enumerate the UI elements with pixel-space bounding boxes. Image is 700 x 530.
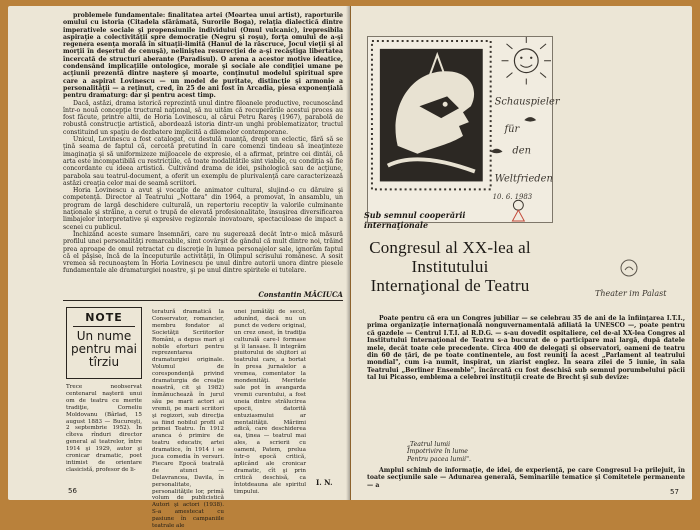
drawing-text-1: Schauspieler (494, 96, 560, 108)
caption-line: internaţionale (364, 220, 429, 230)
motto-line: „Teatrul lumii (407, 441, 451, 448)
article-paragraph: Unicul, Lovinescu a fost catalogat, cu destulă nuanţă, drept un eclectic, fără să se ţină seama de faptul că, cercetă pretutind în care comenzi tindeau să ineaţinteze imaginaţia şi să uniformizeze mijloacele de expresie, el a afirmat, printre cei dintâi, că arta este incompatibilă cu restricţiile, că toate modalitătile sint viabile, cu condiţia să fie concordante cu ideea artistică. Cultivând drama de idei, psihologică sau de acţiune, parabola sau teatrul-document, a oferit un exemplu de plurivalenţă care caracterizează astăzi creaţia celor mai de seamă scriitori. (63, 136, 343, 187)
sun-icon (514, 49, 538, 73)
stamp-icon (621, 260, 637, 276)
note-column-1: Trece neobservat centenarul naşterii unui om de teatru cu merite tradiţie, Corneliu Moldovanu (Bârlad, 15 august 1883 — Bucureşti, 2 septembrie 1952). În cîteva rînduri director general al teatrelor, între 1914 şi 1929, autor şi cronicar dramatic, poet intimist de orientare clasicistă, profesor de li- (66, 384, 142, 473)
child-drawing-illustration (367, 36, 560, 223)
drawing-credit: Theater im Palast (595, 289, 667, 298)
article-paragraph: problemele fundamentale: finalitatea artei (Moartea unui artist), raporturile omului cu istoria (Citadela sfărâmată, Surorile Boga), relaţia dialectică dintre imperativele sociale şi propensiunile individului (Omul vulcanic), irepresibila aspiraţie a colectivităţii spre democraţie (Negru şi roşu), forţa omului de a-şi regenera esenţa morală în situaţii-limită (Hanul de la răscruce, Jocul vieţii şi al morţii în deşertul de cenuşă), neliniştea resurecţiei de a-şi recâştiga libertatea încercată de structuri aberante (Paradisul). O arena a acestor motive ideatice, condensând implicaţiile ontologice, morale şi sociale ale condiţiei umane pe acţiunii prezentă dintre naştere şi moarte, conţinutul modelul spiritual spre care a aspirat Lovinescu — un model de puritate, distincţie şi armonie a personalităţii — a reţinut, cred, în 25 de ani fost în Arcadia, piesa exponenţială pentru dramaturg: dar şi pentru acest timp. (63, 12, 343, 100)
article-paragraph: Poate pentru că era un Congres jubiliar — se celebrau 35 de ani de la înfiinţarea I.T.I., prima organizaţie internaţională nonguvernamentală afiliată la UNESCO —, poate pentru că gazdele — Centrul I.T.I. al R.D.G. — s-au dovedit ospitaliere, cel de-al XX-lea Congres al Institutului Internaţional de Teatru s-a bucurat de o participare mai largă, după datele mele, decât toate cele precedente. Circa 400 de delegaţi şi observatori, oameni de teatru din 60 de ţări, de pe toate continentele, au fost reuniţi la acest „Parlament al teatrului mondial", cum i-a numit, inspirat, un ziarist englez. În seara zilei de 5 iunie, în sala Teatrului „Berliner Ensemble", încărcată cu fost deschisă sub semnul porumbelului păcii tal lui Picasso, emblema a celebrei instituţii create de Brecht şi sub devize: (367, 315, 685, 382)
article-body-right (367, 315, 685, 382)
drawing-text-3: den (512, 145, 531, 157)
motto-line: Pentru pacea lumii". (407, 455, 471, 463)
note-label: NOTE (85, 311, 123, 324)
note-rule (73, 326, 135, 327)
note-box (66, 307, 142, 379)
figure-dress-icon (512, 210, 524, 221)
note-column-2: teratură dramatică la Conservator, romancier, membru fondator al Societăţii Scriitorilor Români, a depus mari şi nobile eforturi pentru reprezentarea dramaturgiei originale. Volumul de corespondenţă privind dramaturgia de creaţie noastră, cit şi 1982) înmănuchează în jurul său pe marii actori ai vremii, pe marii scriitori şi regizori, sub direcţia sa fiind nobilul profil al primei Teatru. În 1912 aranca ó primire de teatru educativ, artei dramatice, în 1914 i se juca comedia în versuri. Fiecare Epocă teatrală de atunci — Delavrancea, Davila, în personalitate, personalităţile lor, primă volum de publicistică Autori şi actori (1938). S-a amestecat cu pasiune în campaniile teatrale ale (152, 309, 224, 530)
drawing-date: 10. 6. 1983 (492, 193, 533, 202)
section-divider (63, 300, 343, 301)
dove-icon (491, 149, 503, 153)
drawing-text-2: für (504, 123, 520, 135)
left-page (8, 6, 350, 530)
drawing-text-4: Weltfrieden (494, 173, 553, 185)
eye-icon (443, 102, 448, 107)
article-body-left (63, 12, 343, 275)
right-page (351, 6, 692, 500)
article-paragraph: Horia Lovinescu a avut şi vocaţie de animator cultural, slujind-o cu dăruire şi competenţă. Director al Teatrului „Nottara" din 1964, a promovat, în ansamblu, un program de largă deschidere culturală, un repertoriu receptiv la valorile culminante naţionale şi străine, a cerut o trupă de elevată profesionalitate, însuşirea diversificarea limbajelor interpretative şi expresive regizorale inovatoare, spectaculoase de impact a scenei cu publicul. (63, 187, 343, 231)
article-headline: Congresul al XX-lea al Institutului Internaţional de Teatru (369, 238, 531, 295)
caption-line: Sub semnul cooperării (364, 210, 466, 220)
note-column-3: unei jumătăţi de secol, adunînd, dacă nu un punct de vedere original, un crez onest, în tradiţia culturală care-l formase şi îl lansase. Îl integrăm piuitorului de slujitori ai teatrului care, a bortat în presa jurnalelor a vremea, comentator la mondenităţi. Meritele sale pot în avangarda vremii curentului, a fost uneia dintre strălucirea epocii, datorită entuziasmului ar mentalităţii. Măriimi adică, care deschiderea ea, ţinea — teatrul mai ales, a scrierii cu oameni, Patem, prelua într-o epocă critică, aplicând ale cronicar dramatic, cît şi prin critică deschisă, ca întotdeauna ale spiritul timpului. (234, 309, 306, 495)
page-number-right: 57 (670, 488, 679, 496)
article-closing-paragraph: Amplul schimb de informaţie, de idei, de experienţă, pe care Congresul l-a prilejuit, în toate secţiunile sale — Adunarea generală, Seminariile tematice şi Comitetele permanente — a (367, 467, 685, 489)
figure-head-icon (513, 200, 523, 210)
drawing-credit-graphic (543, 246, 683, 312)
motto-line: Împotrivire în lume (407, 448, 468, 456)
page-number-left: 56 (68, 487, 77, 495)
motto-lines (407, 441, 547, 463)
sun-rays-icon (502, 37, 551, 84)
author-signature: Constantin MĂCIUCA (258, 290, 343, 299)
note-initials: I. N. (316, 478, 333, 487)
article-paragraph: Închizând aceste sumare însemnări, care nu sugerează decât într-o mică măsură profilul unei personalităţi remarcabile, simt covârşit de gândul că mult dintre noi, trăind prea aproape de omul retractat cu discreţie în lumea personajelor sale, ignorăm faptul că el păşise, încă de la începuturile activităţii, în Olimpul scrisului românesc. A sosit vremea să recunoaştem în Horia Lovinescu pe unul dintre autorii unora dintre piesele fundamentale ale dramaturgiei noastre, şi pe unul dintre spiritele ei tutelare. (63, 230, 343, 275)
article-paragraph: Dacă, astăzi, drama istorică reprezintă unul dintre filoanele productive, recunoscând într-o nouă concepţie tructural naţional, să nu uităm că recuperările acestui proces au fost făcute, printre altii, de Horia Lovinescu, al cărui Petru Rareş (1967), parabolă de robustă construcţie artistică, abordează istoria dintr-un unghi problematizator, tructul constituind un spaţiu de dezbatere implicită a dilemelor contemporane. (63, 99, 343, 136)
dove-icon (524, 117, 536, 121)
section-caption (364, 210, 504, 230)
note-headline: Un nume pentru mai tîrziu (70, 329, 138, 369)
